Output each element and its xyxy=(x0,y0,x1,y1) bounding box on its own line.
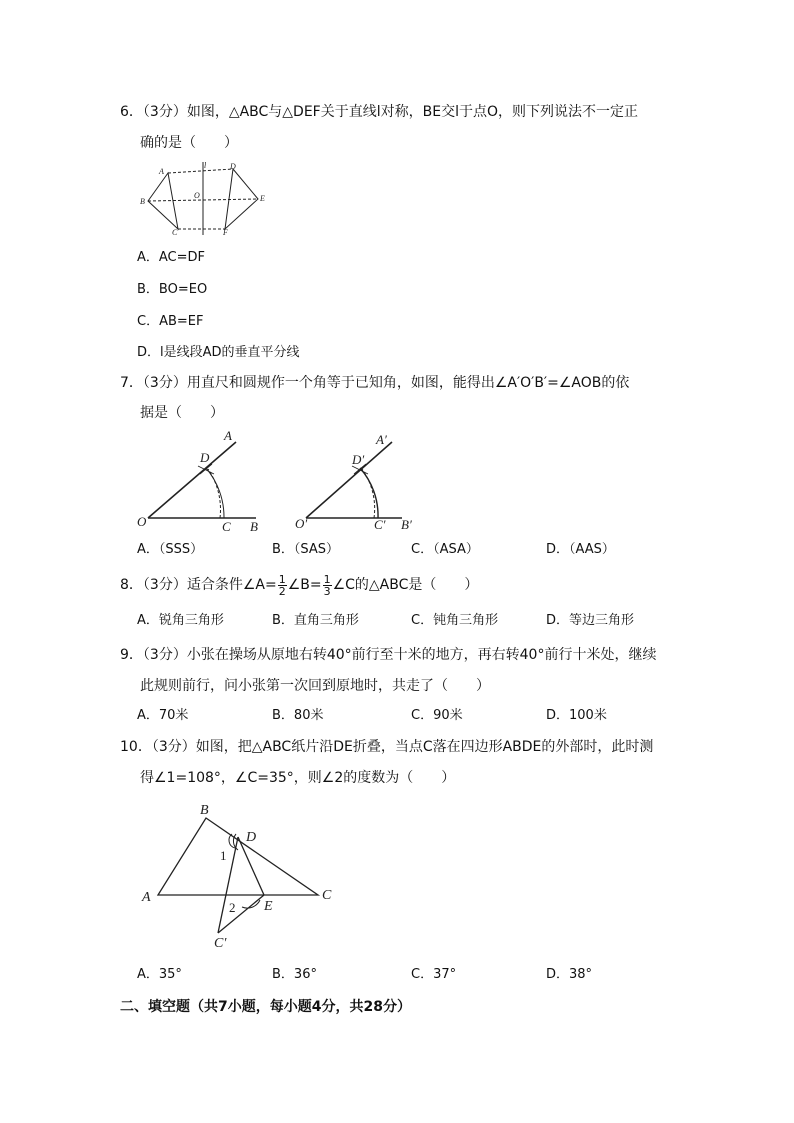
q8-stem-post: ∠C的△ABC是（ ） xyxy=(332,577,479,593)
q6-stem-line2: 确的是（ ） xyxy=(140,135,238,151)
q6-label-l: l xyxy=(204,161,207,170)
q7-left-label-D: D xyxy=(200,450,210,465)
q8-option-a[interactable]: A．锐角三角形 xyxy=(137,613,224,628)
q7-right-label-O2: O′ xyxy=(295,516,308,531)
q7-right-label-B2: B′ xyxy=(401,517,412,532)
q9-option-a[interactable]: A．70米 xyxy=(137,708,189,723)
q7-figure-right xyxy=(292,428,422,533)
q7-option-b[interactable]: B．（SAS） xyxy=(272,542,340,557)
q6-label-B: B xyxy=(140,197,145,206)
q10-label-E: E xyxy=(264,899,273,914)
q7-stem-line1: 7．（3分）用直尺和圆规作一个角等于已知角，如图，能得出∠A′O′B′=∠AOB的依 xyxy=(120,375,630,391)
q10-line-de xyxy=(238,837,264,895)
q7-stem-line2: 据是（ ） xyxy=(140,405,224,421)
q9-option-c[interactable]: C．90米 xyxy=(411,708,463,723)
q7-option-d[interactable]: D．（AAS） xyxy=(546,542,615,557)
q8-frac1-num: 1 xyxy=(278,572,286,586)
q7-left-label-C: C xyxy=(222,519,231,534)
q8-option-c[interactable]: C．钝角三角形 xyxy=(411,613,499,628)
q8-fraction-2 xyxy=(323,574,332,597)
q7-right-label-D2: D′ xyxy=(352,452,365,467)
q8-stem-pre: 8．（3分）适合条件∠A= xyxy=(120,577,277,593)
q8-fraction-1 xyxy=(278,574,287,597)
q10-option-a[interactable]: A．35° xyxy=(137,967,182,982)
q8-option-b[interactable]: B．直角三角形 xyxy=(272,613,359,628)
q6-option-d[interactable]: D．l是线段AD的垂直平分线 xyxy=(137,345,300,360)
q7-figure-left xyxy=(136,428,271,533)
q10-angle-1: 1 xyxy=(220,848,227,863)
q10-stem-line2: 得∠1=108°，∠C=35°，则∠2的度数为（ ） xyxy=(140,770,456,786)
q6-label-O: O xyxy=(194,191,200,200)
q6-option-c[interactable]: C．AB=EF xyxy=(137,314,204,329)
q7-right-label-C2: C′ xyxy=(374,517,386,532)
q10-label-C: C xyxy=(322,888,332,903)
q6-figure xyxy=(140,160,270,235)
q7-option-a[interactable]: A．（SSS） xyxy=(137,542,204,557)
q6-label-F: F xyxy=(223,228,228,237)
section2-heading: 二、填空题（共7小题，每小题4分，共28分） xyxy=(120,999,411,1015)
q8-stem-mid: ∠B= xyxy=(287,577,322,593)
q6-label-A: A xyxy=(159,167,164,176)
q7-left-label-A: A xyxy=(224,428,232,443)
q7-option-c[interactable]: C．（ASA） xyxy=(411,542,479,557)
q10-option-b[interactable]: B．36° xyxy=(272,967,317,982)
q10-label-C2: C′ xyxy=(214,936,227,951)
q7-left-label-O: O xyxy=(137,514,147,529)
q6-label-C: C xyxy=(172,228,178,237)
q7-right-label-A2: A′ xyxy=(376,432,387,447)
q7-left-label-B: B xyxy=(250,519,258,534)
q9-option-d[interactable]: D．100米 xyxy=(546,708,607,723)
q9-stem-line1: 9．（3分）小张在操场从原地右转40°前行至十米的地方，再右转40°前行十米处，继续 xyxy=(120,647,657,663)
q6-option-a[interactable]: A．AC=DF xyxy=(137,250,206,265)
q10-triangle-abc xyxy=(158,818,318,895)
q6-option-b[interactable]: B．BO=EO xyxy=(137,282,208,297)
q10-option-c[interactable]: C．37° xyxy=(411,967,457,982)
q8-stem xyxy=(120,571,478,599)
q10-stem-line1: 10．（3分）如图，把△ABC纸片沿DE折叠，当点C落在四边形ABDE的外部时，此时测 xyxy=(120,739,654,755)
q9-stem-line2: 此规则前行，问小张第一次回到原地时，共走了（ ） xyxy=(140,678,490,694)
q10-figure xyxy=(138,800,348,955)
q8-frac2-num: 1 xyxy=(323,572,331,586)
q10-option-d[interactable]: D．38° xyxy=(546,967,593,982)
q8-frac2-den: 3 xyxy=(323,584,331,598)
q8-option-d[interactable]: D．等边三角形 xyxy=(546,613,635,628)
q10-label-A: A xyxy=(142,890,151,905)
q10-label-D: D xyxy=(246,830,257,845)
q8-frac1-den: 2 xyxy=(278,584,286,598)
q6-label-E: E xyxy=(260,194,265,203)
q10-angle-2: 2 xyxy=(229,900,236,915)
q6-label-D: D xyxy=(230,162,236,171)
q9-option-b[interactable]: B．80米 xyxy=(272,708,324,723)
q6-stem-line1: 6．（3分）如图，△ABC与△DEF关于直线l对称，BE交l于点O，则下列说法不一定正 xyxy=(120,104,638,120)
q10-label-B: B xyxy=(200,803,209,818)
